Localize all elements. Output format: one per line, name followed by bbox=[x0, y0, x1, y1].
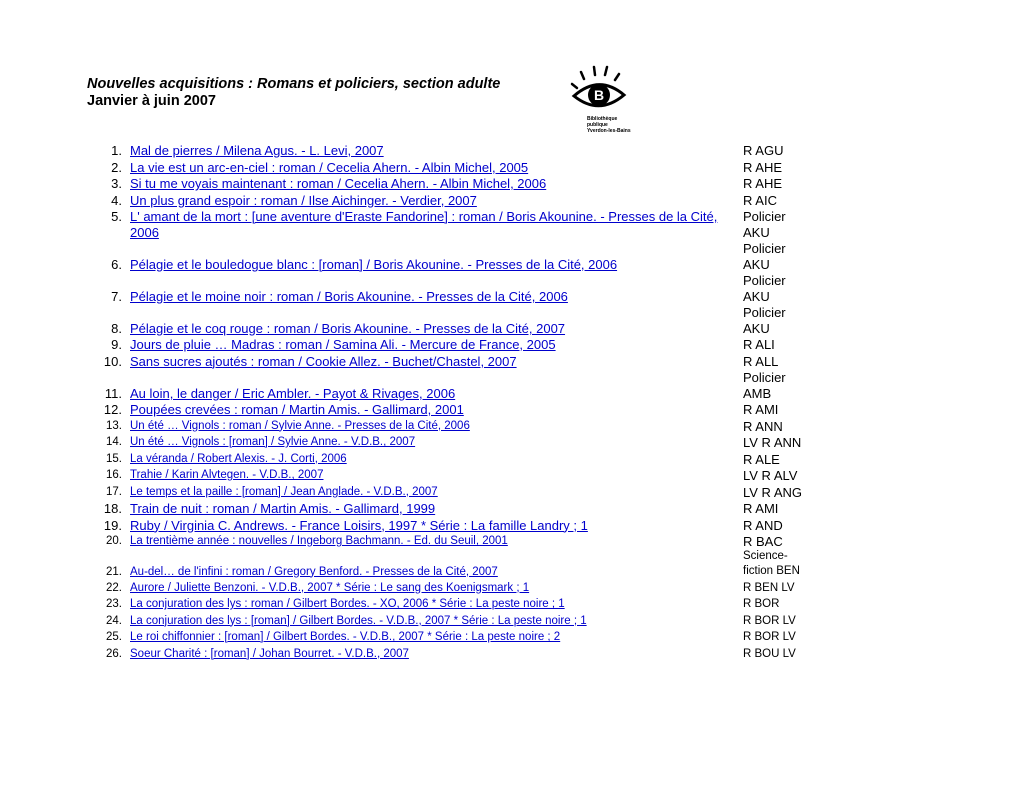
call-number-line: R BOR LV bbox=[743, 631, 796, 643]
call-number-line: R AMI bbox=[743, 501, 779, 516]
catalog-link[interactable]: Pélagie et le moine noir : roman / Boris Akounine. - Presses de la Cité, 2006 bbox=[130, 289, 568, 304]
call-number-line: AKU bbox=[743, 288, 770, 304]
item-number: 4. bbox=[111, 192, 122, 208]
list-item bbox=[96, 551, 816, 581]
item-number: 20. bbox=[106, 535, 122, 547]
item-number: 23. bbox=[106, 598, 122, 610]
call-number-line: R ALI bbox=[743, 337, 775, 352]
catalog-link[interactable]: Soeur Charité : [roman] / Johan Bourret. - V.D.B., 2007 bbox=[130, 647, 409, 660]
call-number-line: R ANN bbox=[743, 418, 783, 434]
catalog-link[interactable]: Au-del… de l'infini : roman / Gregory Benford. - Presses de la Cité, 2007 bbox=[130, 565, 498, 578]
item-number: 5. bbox=[111, 209, 122, 224]
list-item bbox=[96, 630, 816, 647]
item-number: 24. bbox=[106, 614, 122, 627]
call-number bbox=[743, 614, 813, 630]
item-number: 18. bbox=[103, 501, 122, 516]
catalog-link[interactable]: Ruby / Virginia C. Andrews. - France Loisirs, 1997 * Série : La famille Landry ; 1 bbox=[130, 517, 588, 533]
call-number-line: R ALE bbox=[743, 451, 780, 467]
acquisitions-list bbox=[96, 143, 816, 663]
catalog-link[interactable]: Le temps et la paille : [roman] / Jean Anglade. - V.D.B., 2007 bbox=[130, 485, 438, 498]
call-number-line: R AHE bbox=[743, 176, 783, 191]
item-number: 15. bbox=[106, 452, 122, 465]
list-item bbox=[96, 597, 816, 614]
list-item bbox=[96, 581, 816, 598]
list-item bbox=[96, 501, 816, 518]
catalog-link[interactable]: Un plus grand espoir : roman / Ilse Aichinger. - Verdier, 2007 bbox=[130, 192, 477, 208]
item-number: 6. bbox=[111, 257, 122, 272]
catalog-link[interactable]: Le roi chiffonnier : [roman] / Gilbert Bordes. - V.D.B., 2007 * Série : La peste noire ; 2 bbox=[130, 631, 561, 643]
call-number bbox=[743, 273, 813, 305]
call-number bbox=[743, 209, 813, 241]
call-number bbox=[743, 485, 813, 501]
catalog-link[interactable]: Un été … Vignols : roman / Sylvie Anne. - Presses de la Cité, 2006 bbox=[130, 419, 470, 432]
call-number bbox=[743, 337, 813, 353]
list-item bbox=[96, 241, 816, 273]
catalog-link[interactable]: Sans sucres ajoutés : roman / Cookie Allez. - Buchet/Chastel, 2007 bbox=[130, 353, 517, 369]
catalog-link[interactable]: La véranda / Robert Alexis. - J. Corti, 2006 bbox=[130, 452, 347, 465]
document-subtitle: Janvier à juin 2007 bbox=[87, 93, 216, 109]
call-number bbox=[743, 193, 813, 209]
item-number: 3. bbox=[111, 176, 122, 191]
call-number bbox=[743, 160, 813, 176]
call-number bbox=[743, 176, 813, 192]
call-number bbox=[743, 435, 813, 451]
list-item bbox=[96, 419, 816, 436]
catalog-link[interactable]: Train de nuit : roman / Martin Amis. - Gallimard, 1999 bbox=[130, 501, 436, 516]
catalog-link[interactable]: Jours de pluie … Madras : roman / Samina Ali. - Mercure de France, 2005 bbox=[130, 337, 556, 352]
list-item bbox=[96, 193, 816, 210]
catalog-link[interactable]: Si tu me voyais maintenant : roman / Cecelia Ahern. - Albin Michel, 2006 bbox=[130, 176, 547, 191]
call-number bbox=[743, 549, 813, 581]
call-number bbox=[743, 143, 813, 159]
call-number bbox=[743, 647, 813, 663]
catalog-link[interactable]: La conjuration des lys : roman / Gilbert Bordes. - XO, 2006 * Série : La peste noire ; 1 bbox=[130, 598, 565, 610]
call-number bbox=[743, 581, 813, 597]
call-number-line: R BOR LV bbox=[743, 614, 796, 627]
item-number: 22. bbox=[106, 581, 122, 594]
call-number-line: AKU bbox=[743, 224, 770, 240]
call-number-line: R BOR bbox=[743, 598, 780, 610]
call-number-line: R AMI bbox=[743, 402, 779, 417]
call-number bbox=[743, 518, 813, 534]
item-number: 2. bbox=[111, 159, 122, 175]
call-number bbox=[743, 370, 813, 402]
catalog-link[interactable]: Poupées crevées : roman / Martin Amis. - Gallimard, 2001 bbox=[130, 402, 464, 417]
library-logo bbox=[566, 62, 636, 138]
call-number-line: Policier bbox=[743, 209, 786, 224]
call-number-line: R BAC bbox=[743, 534, 783, 549]
catalog-link[interactable]: Mal de pierres / Milena Agus. - L. Levi, 2007 bbox=[130, 143, 384, 158]
list-item bbox=[96, 209, 816, 241]
call-number bbox=[743, 305, 813, 337]
item-number: 8. bbox=[111, 321, 122, 336]
list-item bbox=[96, 614, 816, 631]
list-item bbox=[96, 647, 816, 664]
item-number: 11. bbox=[104, 386, 122, 401]
call-number-line: AKU bbox=[743, 320, 770, 336]
item-number: 12. bbox=[103, 402, 122, 417]
list-item bbox=[96, 468, 816, 485]
item-number: 25. bbox=[106, 631, 122, 643]
list-item bbox=[96, 370, 816, 402]
call-number bbox=[743, 501, 813, 517]
list-item bbox=[96, 273, 816, 305]
call-number bbox=[743, 534, 813, 550]
call-number-line: R AND bbox=[743, 517, 783, 533]
call-number bbox=[743, 468, 813, 484]
call-number-line: R AHE bbox=[743, 159, 783, 175]
list-item bbox=[96, 485, 816, 502]
call-number-line: R ALL bbox=[743, 353, 779, 369]
list-item bbox=[96, 452, 816, 469]
call-number-line: Policier bbox=[743, 273, 786, 288]
list-item bbox=[96, 435, 816, 452]
list-item bbox=[96, 534, 816, 551]
call-number-line: LV R ANN bbox=[743, 435, 802, 450]
call-number-line: LV R ANG bbox=[743, 484, 803, 500]
item-number: 17. bbox=[106, 485, 122, 498]
list-item bbox=[96, 143, 816, 160]
call-number-line: R BOU LV bbox=[743, 647, 796, 660]
list-item bbox=[96, 160, 816, 177]
call-number bbox=[743, 354, 813, 370]
item-number: 1. bbox=[111, 143, 122, 158]
catalog-link[interactable]: La conjuration des lys : [roman] / Gilbert Bordes. - V.D.B., 2007 * Série : La peste noire ; 1 bbox=[130, 614, 587, 627]
list-item bbox=[96, 402, 816, 419]
call-number bbox=[743, 419, 813, 435]
catalog-link[interactable]: La vie est un arc-en-ciel : roman / Cecelia Ahern. - Albin Michel, 2005 bbox=[130, 159, 529, 175]
list-item bbox=[96, 354, 816, 371]
list-item bbox=[96, 176, 816, 193]
list-item bbox=[96, 518, 816, 535]
call-number bbox=[743, 241, 813, 273]
list-item bbox=[96, 305, 816, 337]
item-number: 7. bbox=[111, 289, 122, 304]
item-number: 14. bbox=[106, 436, 122, 448]
eye-letter-b-icon bbox=[566, 62, 636, 118]
document-title: Nouvelles acquisitions : Romans et policiers, section adulte bbox=[87, 76, 501, 92]
catalog-link[interactable]: Au loin, le danger / Eric Ambler. - Payot & Rivages, 2006 bbox=[130, 386, 456, 401]
list-item bbox=[96, 337, 816, 354]
call-number-line: R BEN LV bbox=[743, 581, 795, 594]
catalog-link[interactable]: La trentième année : nouvelles / Ingeborg Bachmann. - Ed. du Seuil, 2001 bbox=[130, 535, 508, 547]
catalog-link[interactable]: Aurore / Juliette Benzoni. - V.D.B., 2007 * Série : Le sang des Koenigsmark ; 1 bbox=[130, 581, 530, 594]
catalog-link[interactable]: Un été … Vignols : [roman] / Sylvie Anne. - V.D.B., 2007 bbox=[130, 436, 416, 448]
call-number-line: R AGU bbox=[743, 143, 784, 158]
catalog-link[interactable]: Pélagie et le coq rouge : roman / Boris Akounine. - Presses de la Cité, 2007 bbox=[130, 321, 566, 336]
item-number: 10. bbox=[103, 353, 122, 369]
call-number-line: Science- bbox=[743, 549, 788, 562]
call-number-line: Policier bbox=[743, 370, 786, 385]
catalog-link[interactable]: Pélagie et le bouledogue blanc : [roman] / Boris Akounine. - Presses de la Cité, 2006 bbox=[130, 257, 618, 272]
catalog-link[interactable]: L' amant de la mort : [une aventure d'Eraste Fandorine] : roman / Boris Akounine. - Presses de la Cité, 2006 bbox=[130, 209, 718, 240]
catalog-link[interactable]: Trahie / Karin Alvtegen. - V.D.B., 2007 bbox=[130, 469, 324, 481]
call-number-line: AKU bbox=[743, 256, 770, 272]
call-number bbox=[743, 597, 813, 613]
call-number-line: R AIC bbox=[743, 192, 777, 208]
item-number: 21. bbox=[106, 565, 122, 578]
call-number bbox=[743, 402, 813, 418]
call-number-line: LV R ALV bbox=[743, 468, 798, 483]
call-number-line: Policier bbox=[743, 305, 786, 320]
call-number-line: Policier bbox=[743, 241, 786, 256]
logo-caption: Bibliothèque publique Yverdon-les-Bains bbox=[587, 116, 631, 134]
call-number-line: fiction BEN bbox=[743, 565, 800, 578]
item-number: 26. bbox=[106, 647, 122, 660]
item-number: 9. bbox=[111, 337, 122, 352]
item-number: 19. bbox=[103, 517, 122, 533]
call-number bbox=[743, 452, 813, 468]
call-number-line: AMB bbox=[743, 385, 772, 401]
document-header bbox=[87, 76, 500, 110]
logo-letter: B bbox=[593, 87, 605, 103]
item-number: 13. bbox=[106, 419, 122, 432]
call-number bbox=[743, 630, 813, 646]
item-number: 16. bbox=[106, 469, 122, 481]
